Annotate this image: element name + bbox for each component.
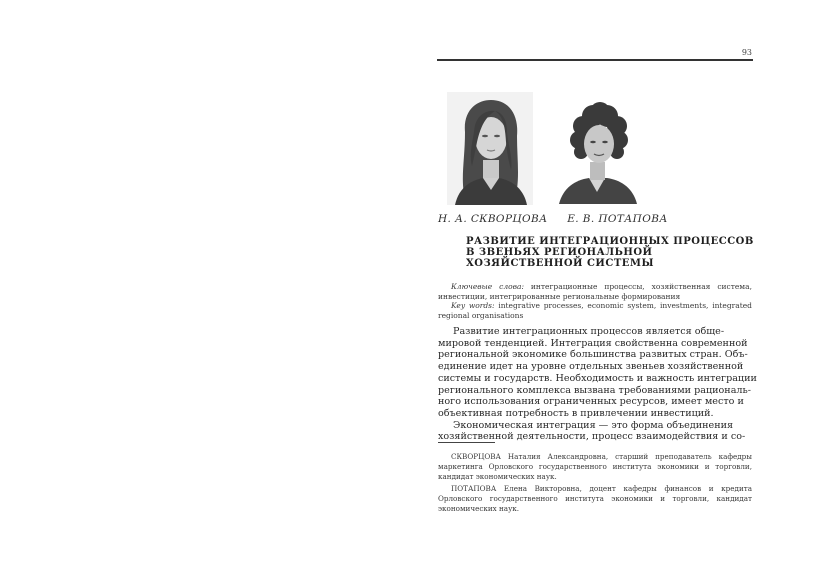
- author-name-2: Е. В. ПОТАПОВА: [567, 213, 668, 225]
- footnote-rule: [438, 442, 495, 443]
- body-line: регионального комплекса вызвана требованиями рациональ-: [438, 384, 751, 396]
- header-rule: [437, 59, 753, 61]
- article-body: [438, 326, 757, 443]
- body-line: хозяйственной деятельности, процесс взаимодействия и со-: [438, 431, 746, 443]
- body-line: объективная потребность в привлечении инвестиций.: [438, 407, 714, 419]
- keywords-en-label: Key words:: [451, 301, 495, 310]
- body-line: региональной экономике большинства развитых стран. Объ-: [438, 349, 748, 361]
- author-name-1: Н. А. СКВОРЦОВА: [438, 213, 548, 225]
- footnote-potapova: ПОТАПОВА Елена Викторовна, доцент кафедры финансов и кредита Орловского государственного института экономики и торговли, кандидат экономических наук.: [438, 483, 752, 514]
- body-line: системы и государств. Необходимость и важность интеграции: [438, 372, 757, 384]
- author-photo-skvortsova: [447, 92, 533, 205]
- title-line: ХОЗЯЙСТВЕННОЙ СИСТЕМЫ: [466, 258, 654, 269]
- author-photo-potapova: [555, 92, 639, 204]
- body-line: ного использования ограниченных ресурсов, имеет место и: [438, 396, 744, 408]
- body-line: Экономическая интеграция — это форма объединения: [453, 419, 734, 431]
- footnote-skvortsova: СКВОРЦОВА Наталия Александровна, старший преподаватель кафедры маркетинга Орловского государственного института экономики и торговли, кандидат экономических наук.: [438, 452, 752, 482]
- title-line: РАЗВИТИЕ ИНТЕГРАЦИОННЫХ ПРОЦЕССОВ: [466, 236, 754, 247]
- page-number: 93: [741, 48, 752, 57]
- title-line: В ЗВЕНЬЯХ РЕГИОНАЛЬНОЙ: [466, 247, 653, 258]
- keywords-ru-text: интеграционные процессы, хозяйственная система, инвестиции, интегрированные региональные формирования: [438, 282, 752, 301]
- keywords-block: [438, 282, 752, 320]
- article-title: [466, 236, 754, 269]
- keywords-en: [438, 301, 752, 320]
- keywords-ru-label: Ключевые слова:: [451, 282, 524, 291]
- body-line: Развитие интеграционных процессов является обще-: [453, 326, 725, 337]
- keywords-en-text: integrative processes, economic system, investments, integrated regional organisations: [438, 301, 752, 320]
- body-line: мировой тенденцией. Интеграция свойственна современной: [438, 337, 748, 349]
- footnotes: [438, 452, 752, 515]
- body-line: единение идет на уровне отдельных звеньев хозяйственной: [438, 361, 744, 373]
- author-names: [438, 213, 758, 225]
- keywords-ru: [438, 282, 752, 301]
